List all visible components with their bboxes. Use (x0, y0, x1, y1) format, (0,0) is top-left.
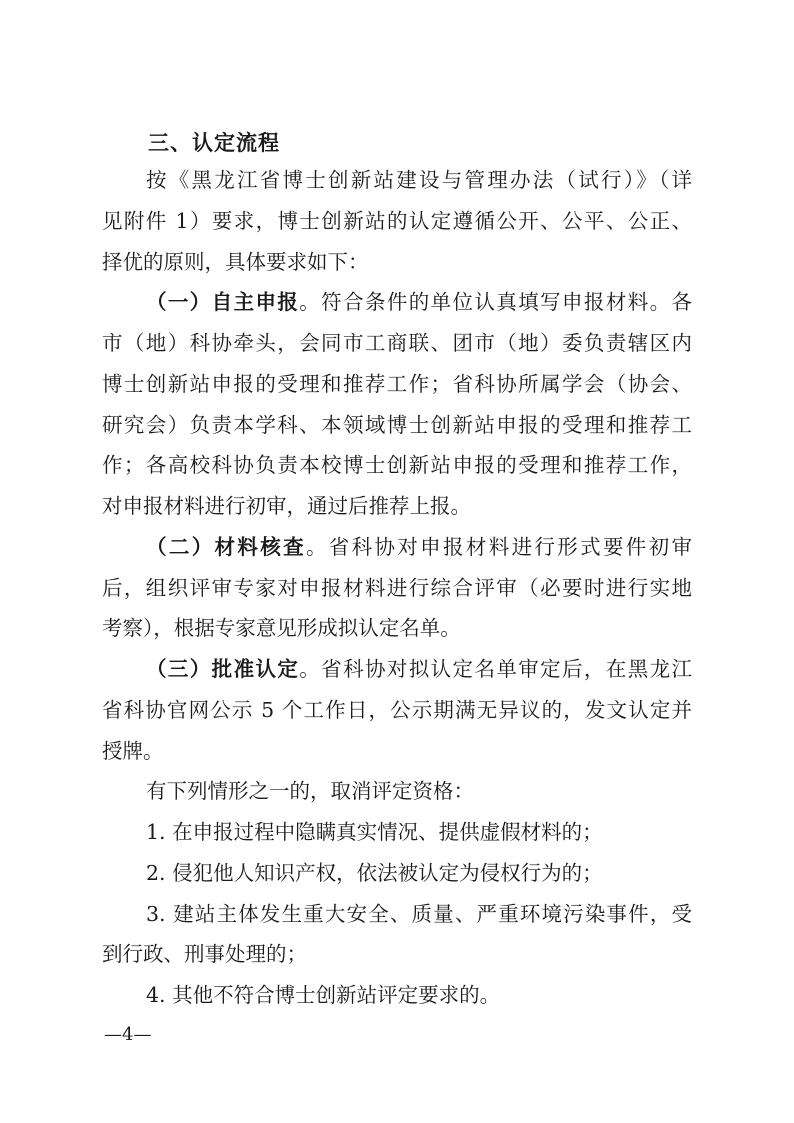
intro-line-3: 择优的原则，具体要求如下： (102, 250, 369, 274)
item1-line-4: 研究会）负责本学科、本领域博士创新站申报的受理和推荐工 (102, 413, 692, 437)
item1-title: （一）自主申报 (146, 290, 300, 314)
item1-line-2: 市（地）科协牵头，会同市工商联、团市（地）委负责辖区内 (102, 331, 692, 355)
item2-line-3: 考察），根据专家意见形成拟认定名单。 (102, 616, 461, 640)
cancel-intro: 有下列情形之一的，取消评定资格： (146, 779, 474, 803)
item3-line-3: 授牌。 (102, 739, 164, 763)
cancel-item-3-line-1: 3. 建站主体发生重大安全、质量、严重环境污染事件，受 (146, 902, 692, 926)
item3-line-1-text: 。省科协对拟认定名单审定后，在黑龙江 (299, 657, 693, 681)
intro-line-2: 见附件 1）要求，博士创新站的认定遵循公开、公平、公正、 (102, 209, 692, 233)
item1-line-1-text: 。符合条件的单位认真填写申报材料。各 (299, 290, 693, 314)
item1-line-3: 博士创新站申报的受理和推荐工作；省科协所属学会（协会、 (102, 372, 692, 396)
item3-line-2: 省科协官网公示 5 个工作日，公示期满无异议的，发文认定并 (102, 698, 692, 722)
cancel-item-3-line-2: 到行政、刑事处理的； (102, 942, 307, 966)
item1-line-6: 对申报材料进行初审，通过后推荐上报。 (102, 494, 471, 518)
page-number: —4— (104, 1024, 152, 1045)
item2-title: （二）材料核查 (146, 535, 306, 559)
item2-line-1-text: 。省科协对申报材料进行形式要件初审 (305, 535, 693, 559)
intro-line-1: 按《黑龙江省博士创新站建设与管理办法（试行）》（详 (146, 168, 692, 192)
item3-line-1 (146, 657, 692, 681)
item1-line-1 (146, 290, 692, 314)
cancel-item-4: 4. 其他不符合博士创新站评定要求的。 (146, 983, 501, 1007)
item3-title: （三）批准认定 (146, 657, 300, 681)
item2-line-2: 后，组织评审专家对申报材料进行综合评审（必要时进行实地 (102, 576, 692, 600)
cancel-item-1: 1. 在申报过程中隐瞒真实情况、提供虚假材料的； (146, 820, 603, 844)
cancel-item-2: 2. 侵犯他人知识产权，依法被认定为侵权行为的； (146, 861, 603, 885)
item2-line-1 (146, 535, 692, 559)
item1-line-5: 作；各高校科协负责本校博士创新站申报的受理和推荐工作， (102, 453, 692, 477)
section-heading: 三、认定流程 (148, 131, 280, 155)
